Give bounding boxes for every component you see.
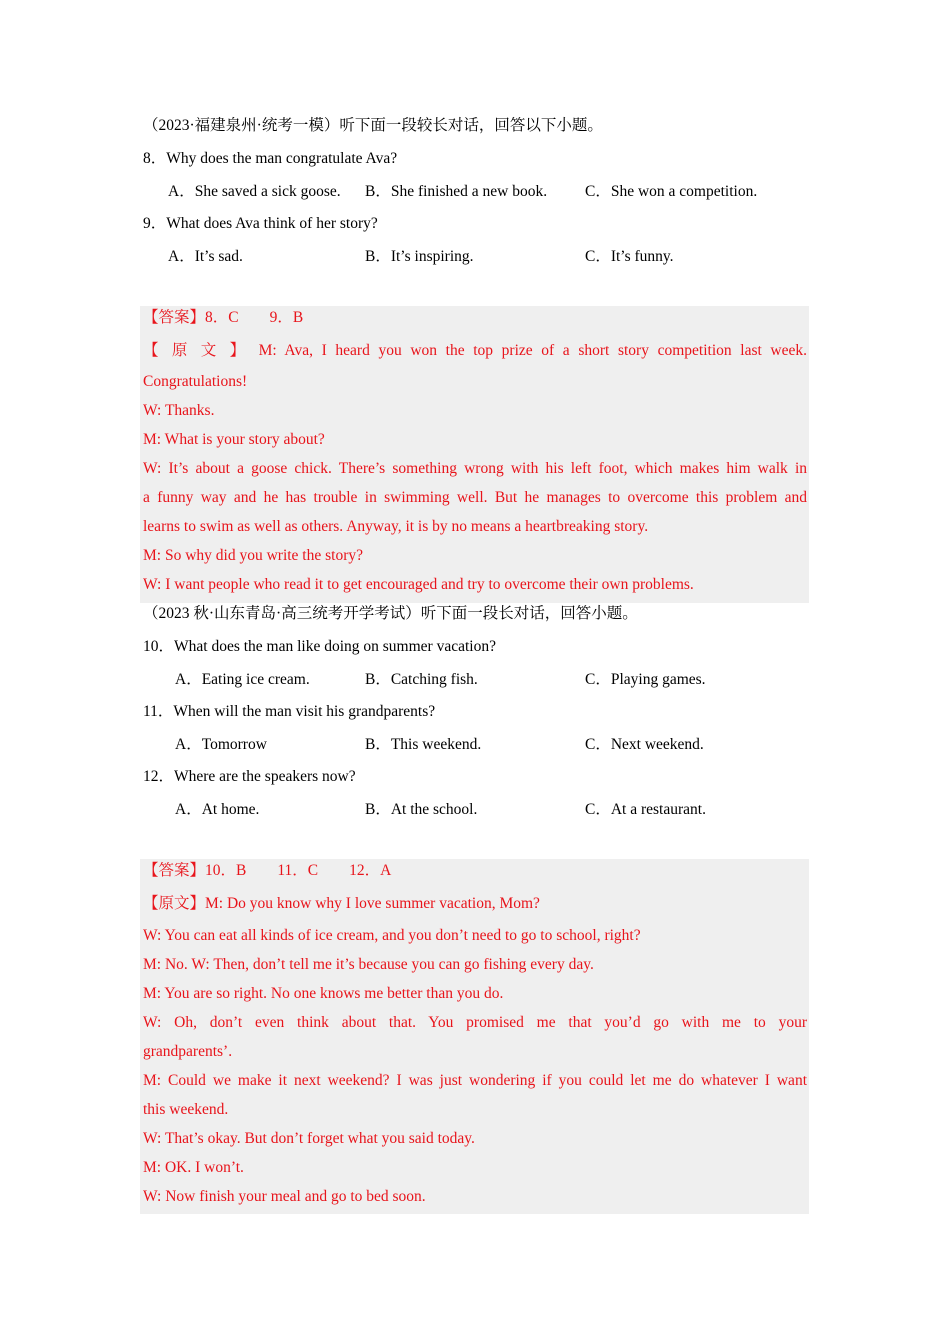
transcript-1-line-2: W: Thanks. [143,402,215,419]
transcript-2-line-6: M: Could we make it next weekend? I was just wondering if you could let me do whatever I want [143,1072,807,1089]
question-12-option-a: A．At home. [175,801,260,818]
question-8-stem: 8．Why does the man congratulate Ava? [143,150,398,167]
transcript-1-line-1: Congratulations! [143,373,248,390]
transcript-1-line-3: M: What is your story about? [143,431,325,448]
transcript-1-label: 【 原 文 】 [143,342,250,359]
question-8-option-b: B．She finished a new book. [365,183,548,200]
transcript-2-line-7: this weekend. [143,1101,229,1118]
transcript-1-line-6: learns to swim as well as others. Anyway, it is by no means a heartbreaking story. [143,518,649,535]
transcript-2-line-4: W: Oh, don’t even think about that. You promised me that you’d go with me to your [143,1014,807,1031]
section2-source: （2023 秋·山东青岛·高三统考开学考试）听下面一段长对话，回答小题。 [143,605,638,622]
question-8-option-a: A．She saved a sick goose. [168,183,341,200]
question-9-option-b: B．It’s inspiring. [365,248,474,265]
question-11-option-c: C．Next weekend. [585,736,704,753]
question-10-option-a: A．Eating ice cream. [175,671,310,688]
answer-2: 【答案】10．B 11．C 12．A [143,862,392,879]
transcript-1-line-7: M: So why did you write the story? [143,547,363,564]
question-9-option-a: A．It’s sad. [168,248,243,265]
question-9-option-c: C．It’s funny. [585,248,674,265]
transcript-2-line-3: M: You are so right. No one knows me better than you do. [143,985,504,1002]
transcript-2-line-10: W: Now finish your meal and go to bed soon. [143,1188,426,1205]
question-12-option-b: B．At the school. [365,801,478,818]
question-10-option-b: B．Catching fish. [365,671,478,688]
question-11-option-b: B．This weekend. [365,736,482,753]
question-11-stem: 11．When will the man visit his grandparents? [143,703,436,720]
transcript-2-line-0: 【原文】M: Do you know why I love summer vacation, Mom? [143,895,540,912]
question-10-option-c: C．Playing games. [585,671,706,688]
transcript-1-line-5: a funny way and he has trouble in swimming well. But he manages to overcome this problem and [143,489,807,506]
answer-1: 【答案】8．C 9．B [143,309,304,326]
transcript-1-line-4: W: It’s about a goose chick. There’s something wrong with his left foot, which makes him walk in [143,460,807,477]
question-12-option-c: C．At a restaurant. [585,801,706,818]
question-11-option-a: A．Tomorrow [175,736,267,753]
transcript-2-line-9: M: OK. I won’t. [143,1159,244,1176]
transcript-1-line-8: W: I want people who read it to get encouraged and try to overcome their own problems. [143,576,694,593]
question-8-option-c: C．She won a competition. [585,183,758,200]
transcript-2-line-8: W: That’s okay. But don’t forget what you said today. [143,1130,475,1147]
transcript-2-line-1: W: You can eat all kinds of ice cream, and you don’t need to go to school, right? [143,927,641,944]
question-9-stem: 9．What does Ava think of her story? [143,215,378,232]
transcript-2-label: 【原文】 [143,895,206,912]
transcript-1-line-0: 【 原 文 】 M: Ava, I heard you won the top prize of a short story competition last week. [143,342,807,359]
question-12-stem: 12．Where are the speakers now? [143,768,356,785]
transcript-2-line-5: grandparents’. [143,1043,233,1060]
section1-source: （2023·福建泉州·统考一模）听下面一段较长对话，回答以下小题。 [143,117,603,134]
transcript-2-line-2: M: No. W: Then, don’t tell me it’s because you can go fishing every day. [143,956,594,973]
question-10-stem: 10．What does the man like doing on summer vacation? [143,638,496,655]
